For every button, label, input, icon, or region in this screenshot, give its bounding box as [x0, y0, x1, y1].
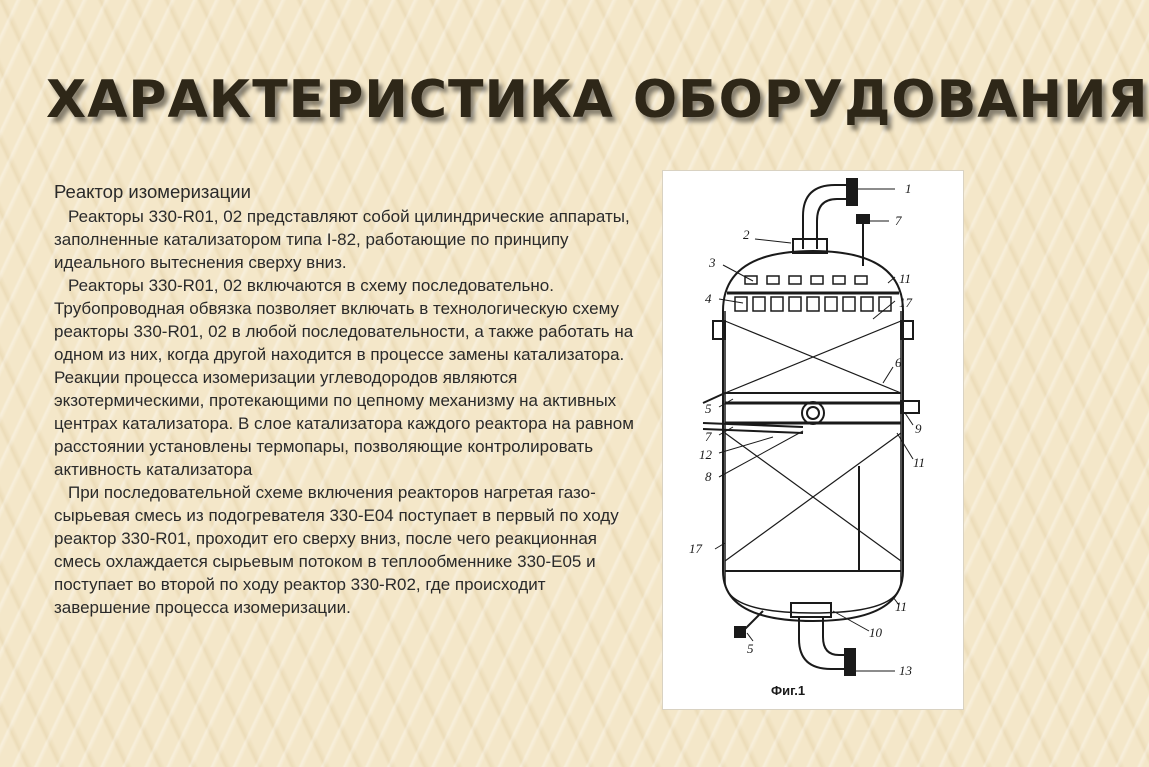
label-11-mid: 11: [913, 455, 926, 470]
label-17-bottom: 17: [689, 541, 702, 556]
top-pipe-inner: [817, 199, 847, 249]
reactor-drawing: [663, 171, 963, 709]
label-12: 12: [699, 447, 712, 462]
label-4: 4: [705, 291, 712, 306]
distributor: [745, 276, 867, 284]
label-17-top: 17: [899, 295, 912, 310]
label-7-top: 7: [895, 213, 902, 228]
label-8: 8: [705, 469, 712, 484]
manhole: [802, 402, 824, 424]
label-11-bottom: 11: [895, 599, 908, 614]
paragraph-1: Реакторы 330-R01, 02 представляют собой цилиндрические аппараты, заполненные катализатором типа I-82, работающие по принципу идеального вытеснения сверху вниз.: [54, 207, 630, 272]
reactor-diagram: [662, 170, 964, 710]
thermocouple-mid: [703, 429, 803, 433]
figure-caption: Фиг.1: [771, 683, 806, 698]
slide-title: ХАРАКТЕРИСТИКА ОБОРУДОВАНИЯ: [46, 70, 1149, 130]
label-1: 1: [905, 181, 912, 196]
bottom-basket: [791, 603, 831, 617]
paragraph-3: При последовательной схеме включения реакторов нагретая газо-сырьевая смесь из подогревателя 330-E04 поступает в первый по ходу реактор 330-R01, проходит его сверху вниз, после чего реакционная смесь охлаждается сырьевым потоком в теплообменнике 330-E05 и поступает во второй по ходу реактор 330-R02, где происходит завершение процесса изомеризации.: [54, 483, 619, 617]
label-3: 3: [709, 255, 716, 270]
section-heading: Реактор изомеризации: [54, 181, 251, 202]
label-7-mid: 7: [705, 429, 712, 444]
paragraph-2: Реакторы 330-R01, 02 включаются в схему последовательно. Трубопроводная обвязка позволяет включать в технологическую схему реакторы 330-R01, 02 в любой последовательности, а также работать на одном из них, когда другой находится в процессе замены катализатора. Реакции процесса изомеризации углеводородов являются экзотермическими, протекающими по цепному механизму на активных центрах катализатора. В слое катализатора каждого реактора на равном расстоянии установлены термопары, позволяющие контролировать активность катализатора: [54, 276, 634, 479]
vessel-shell: [723, 251, 903, 621]
label-5-bottom: 5: [747, 641, 754, 656]
top-flange: [847, 179, 857, 205]
baskets: [735, 297, 891, 311]
label-10: 10: [869, 625, 882, 640]
label-2: 2: [743, 227, 750, 242]
text-content: [54, 180, 634, 619]
bottom-flange: [845, 649, 855, 675]
label-13: 13: [899, 663, 912, 678]
label-9: 9: [915, 421, 922, 436]
label-6: 6: [895, 355, 902, 370]
label-5-mid: 5: [705, 401, 712, 416]
label-11-top: 11: [899, 271, 912, 286]
